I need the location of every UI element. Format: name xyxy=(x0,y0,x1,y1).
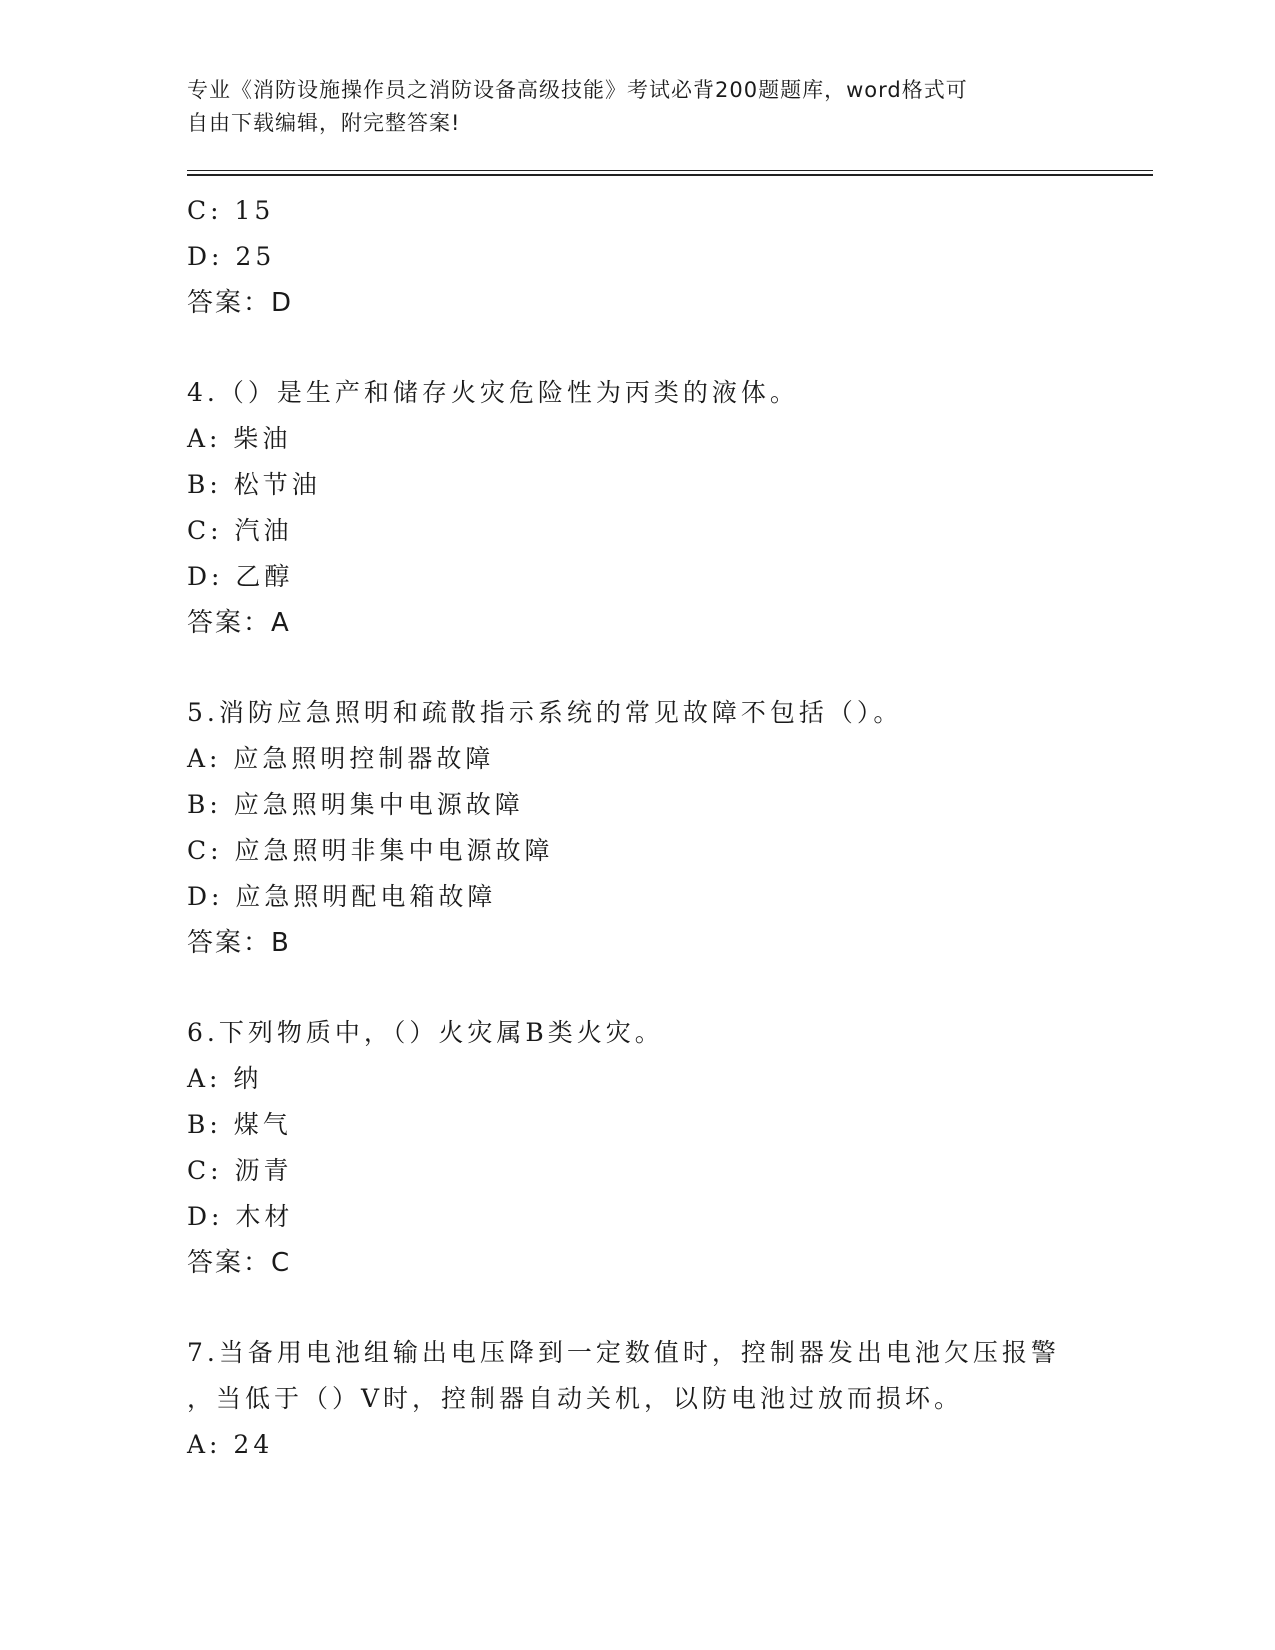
question-stem-line-1: 7.当备用电池组输出电压降到一定数值时，控制器发出电池欠压报警 xyxy=(187,1338,1060,1367)
document-header xyxy=(187,74,1067,140)
option-c: C: 沥青 xyxy=(187,1156,293,1185)
question-stem-line-2: ，当低于（）V时，控制器自动关机，以防电池过放而损坏。 xyxy=(187,1384,964,1413)
question-7 xyxy=(187,1330,1087,1468)
header-line-2: 自由下载编辑，附完整答案! xyxy=(187,111,461,135)
option-d: D: 木材 xyxy=(187,1202,294,1231)
question-5 xyxy=(187,690,1087,966)
answer-line: 答案：C xyxy=(187,1248,292,1278)
option-b: B: 松节油 xyxy=(187,470,321,499)
question-stem: 6.下列物质中，（）火灾属B类火灾。 xyxy=(187,1018,664,1047)
option-d: D: 25 xyxy=(187,242,276,271)
option-a: A: 柴油 xyxy=(187,424,292,453)
header-divider-thick xyxy=(187,174,1153,176)
answer-line: 答案：B xyxy=(187,928,291,958)
option-d: D: 乙醇 xyxy=(187,562,294,591)
answer-line: 答案：A xyxy=(187,608,291,638)
option-c: C: 15 xyxy=(187,196,275,225)
option-a: A: 24 xyxy=(187,1430,274,1459)
header-line-1: 专业《消防设施操作员之消防设备高级技能》考试必背200题题库，word格式可 xyxy=(187,78,968,102)
question-3-continued xyxy=(187,188,1087,326)
question-stem: 4.（）是生产和储存火灾危险性为丙类的液体。 xyxy=(187,378,799,407)
option-c: C: 汽油 xyxy=(187,516,293,545)
option-c: C: 应急照明非集中电源故障 xyxy=(187,836,554,865)
answer-line: 答案：D xyxy=(187,288,294,318)
header-divider-thin xyxy=(187,170,1153,171)
option-a: A: 应急照明控制器故障 xyxy=(187,744,495,773)
option-b: B: 应急照明集中电源故障 xyxy=(187,790,524,819)
option-d: D: 应急照明配电箱故障 xyxy=(187,882,497,911)
question-list xyxy=(187,188,1087,1468)
question-4 xyxy=(187,370,1087,646)
question-6 xyxy=(187,1010,1087,1286)
question-stem: 5.消防应急照明和疏散指示系统的常见故障不包括（）。 xyxy=(187,698,903,727)
option-b: B: 煤气 xyxy=(187,1110,292,1139)
option-a: A: 纳 xyxy=(187,1064,263,1093)
